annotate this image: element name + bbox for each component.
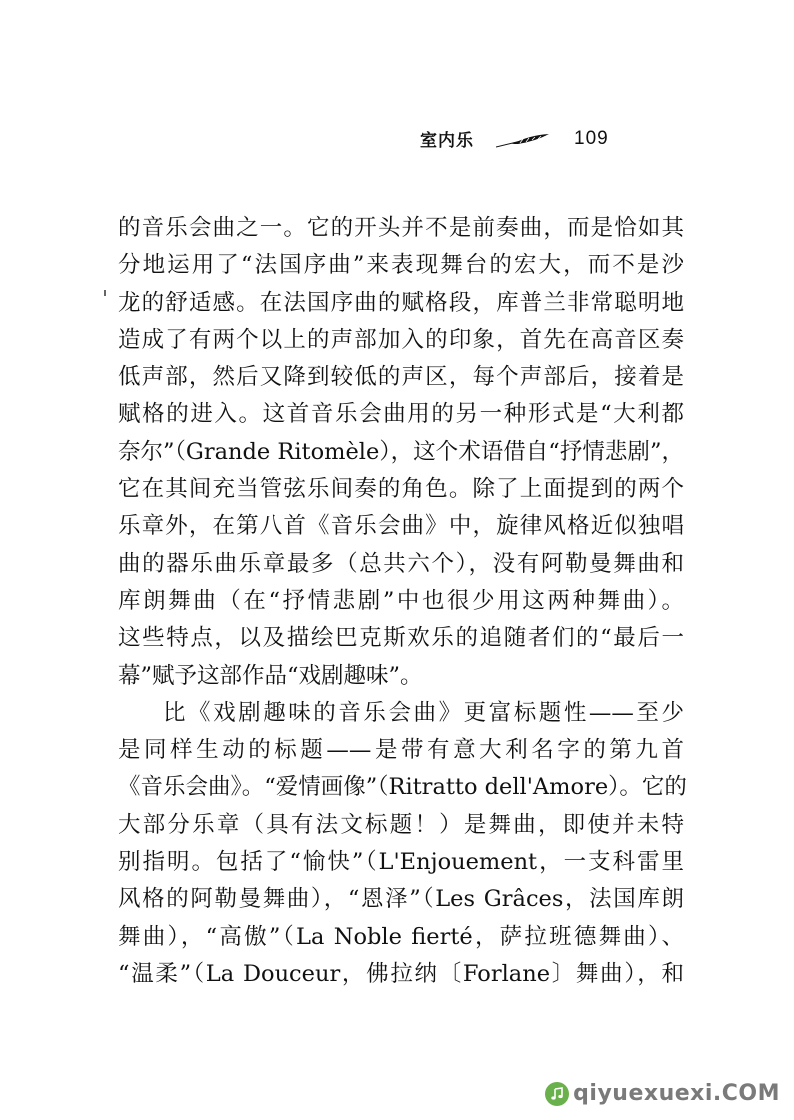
text-line: 比《戏剧趣味的音乐会曲》更富标题性——至少 xyxy=(163,699,684,726)
text-line: 库朗舞曲（在“抒情悲剧”中也很少用这两种舞曲）。 xyxy=(118,587,684,614)
text-line: 龙的舒适感。在法国序曲的赋格段，库普兰非常聪明地 xyxy=(118,289,684,316)
text-line: 曲的器乐曲乐章最多（总共六个），没有阿勒曼舞曲和 xyxy=(118,550,684,577)
body-text xyxy=(118,210,687,993)
margin-mark xyxy=(104,290,106,296)
watermark-text: qiyuexuexi.COM xyxy=(573,1081,780,1106)
text-line: 乐章外，在第八首《音乐会曲》中，旋律风格近似独唱 xyxy=(118,513,684,540)
text-line: 造成了有两个以上的声部加入的印象，首先在高音区奏 xyxy=(118,326,684,353)
text-line: 是同样生动的标题——是带有意大利名字的第九首 xyxy=(118,737,684,764)
text-line: 低声部，然后又降到较低的声区，每个声部后，接着是 xyxy=(118,364,684,391)
text-line: 大部分乐章（具有法文标题！）是舞曲，即使并未特 xyxy=(118,811,684,838)
text-line: 的音乐会曲之一。它的开头并不是前奏曲，而是恰如其 xyxy=(118,215,684,241)
music-note-icon xyxy=(545,1082,569,1106)
text-line: 分地运用了“法国序曲”来表现舞台的宏大，而不是沙 xyxy=(118,252,684,279)
text-line: 幕”赋予这部作品“戏剧趣味”。 xyxy=(118,662,423,689)
text-line: 奈尔”（Grande Ritomèle），这个术语借自“抒情悲剧”， xyxy=(118,438,684,465)
page-number: 109 xyxy=(574,127,609,149)
text-line: 别指明。包括了“愉快”（L'Enjouement，一支科雷里 xyxy=(118,849,684,876)
quill-ornament-icon xyxy=(496,134,550,148)
site-watermark xyxy=(545,1081,780,1106)
text-line: 风格的阿勒曼舞曲），“恩泽”（Les Grâces，法国库朗 xyxy=(118,886,684,913)
text-line: “温柔”（La Douceur，佛拉纳〔Forlane〕舞曲），和 xyxy=(118,960,684,987)
page-header xyxy=(420,126,609,151)
text-line: 舞曲），“高傲”（La Noble fierté，萨拉班德舞曲）、 xyxy=(118,923,684,950)
text-line: 这些特点，以及描绘巴克斯欢乐的追随者们的“最后一 xyxy=(118,625,684,652)
text-line: 它在其间充当管弦乐间奏的角色。除了上面提到的两个 xyxy=(118,476,684,503)
running-title: 室内乐 xyxy=(420,131,474,151)
text-line: 赋格的进入。这首音乐会曲用的另一种形式是“大利都 xyxy=(118,401,684,428)
text-line: 《音乐会曲》。“爱情画像”（Ritratto dell'Amore）。它的 xyxy=(118,774,687,801)
